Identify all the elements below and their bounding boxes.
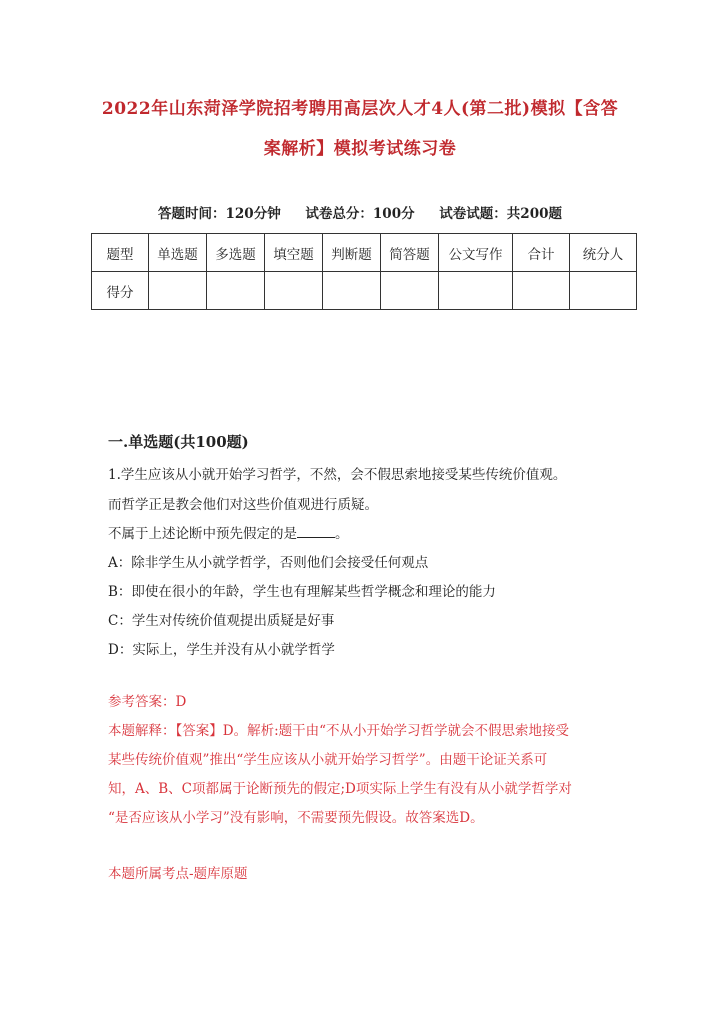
exam-title-line2: 案解析】模拟考试练习卷 [263,139,457,159]
exam-total-score: 试卷总分：100分 [305,206,415,222]
option-c: C：学生对传统价值观提出质疑是好事 [108,613,335,629]
score-row-label: 得分 [92,272,149,310]
score-table-header-row [92,234,637,272]
score-header-cell: 统分人 [570,234,637,272]
score-cell [207,272,265,310]
score-cell [570,272,637,310]
question-stem-text: 不属于上述论断中预先假定的是 [108,526,297,542]
score-header-cell: 填空题 [265,234,323,272]
score-header-cell: 多选题 [207,234,265,272]
exam-time: 答题时间：120分钟 [158,206,281,222]
score-header-cell: 单选题 [149,234,207,272]
score-header-cell: 判断题 [323,234,381,272]
reference-answer: 参考答案：D [108,694,187,710]
score-cell [265,272,323,310]
question-stem-line: 1.学生应该从小就开始学习哲学，不然，会不假思索地接受某些传统价值观。 [108,467,567,483]
score-header-cell: 简答题 [381,234,439,272]
question-stem-end: 。 [335,526,349,542]
score-cell [439,272,513,310]
question-stem-line: 而哲学正是教会他们对这些价值观进行质疑。 [108,497,378,513]
explanation-line: 本题解释：【答案】D。解析:题干由“不从小开始学习哲学就会不假思索地接受 [108,723,570,739]
score-cell [323,272,381,310]
score-header-cell: 题型 [92,234,149,272]
exam-question-count: 试卷试题：共200题 [439,206,562,222]
score-table [91,233,637,310]
question-source: 本题所属考点-题库原题 [108,866,248,882]
question-stem-line [108,522,349,542]
option-b: B：即使在很小的年龄，学生也有理解某些哲学概念和理论的能力 [108,584,496,600]
score-cell [149,272,207,310]
answer-blank [297,525,335,538]
explanation-line: 知，A、B、C项都属于论断预先的假定;D项实际上学生有没有从小就学哲学对 [108,781,572,797]
explanation-line: 某些传统价值观”推出“学生应该从小就开始学习哲学”。由题干论证关系可 [108,752,548,768]
score-cell [381,272,439,310]
option-a: A：除非学生从小就学哲学，否则他们会接受任何观点 [108,555,429,571]
exam-title-line1: 2022年山东菏泽学院招考聘用高层次人才4人(第二批)模拟【含答 [101,99,619,119]
score-cell [513,272,570,310]
exam-meta [0,202,720,222]
score-header-cell: 公文写作 [439,234,513,272]
section-heading: 一.单选题(共100题) [108,433,249,451]
score-table-score-row [92,272,637,310]
explanation-line: “是否应该从小学习”没有影响，不需要预先假设。故答案选D。 [108,810,484,826]
option-d: D：实际上，学生并没有从小就学哲学 [108,642,335,658]
score-header-cell: 合计 [513,234,570,272]
